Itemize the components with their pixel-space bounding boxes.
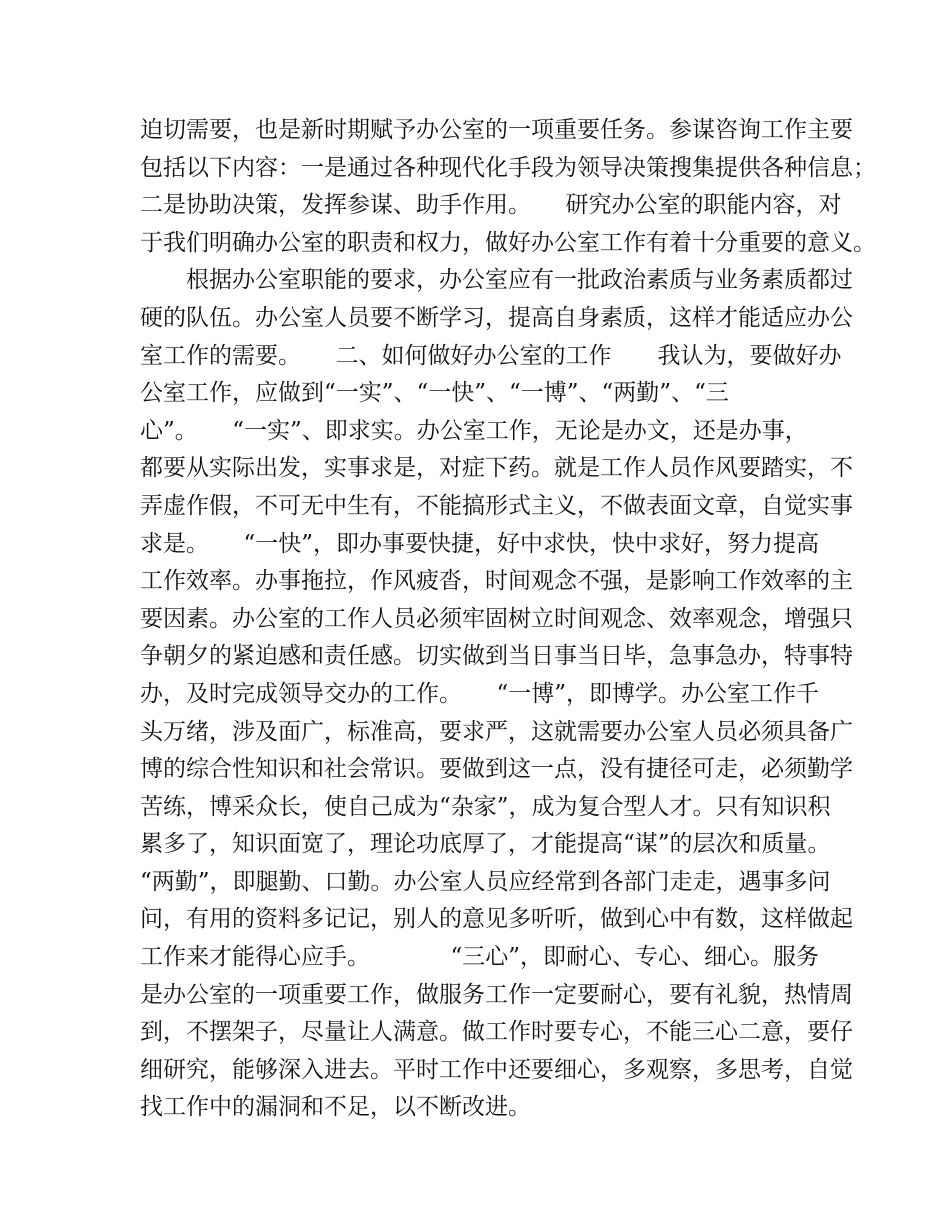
text-line: 博的综合性知识和社会常识。要做到这一点，没有捷径可走，必须勤学 bbox=[140, 756, 853, 783]
text-line: 心”。 “一实”、即求实。办公室工作，无论是办文，还是办事， bbox=[140, 417, 808, 444]
text-line: 弄虚作假，不可无中生有，不能搞形式主义，不做表面文章，自觉实事 bbox=[140, 492, 853, 519]
text-line: 是办公室的一项重要工作，做服务工作一定要耐心，要有礼貌，热情周 bbox=[140, 981, 853, 1008]
text-line: 求是。 “一快”，即办事要快捷，好中求快，快中求好，努力提高 bbox=[140, 530, 820, 557]
text-line: 根据办公室职能的要求，办公室应有一批政治素质与业务素质都过 bbox=[140, 267, 853, 294]
text-line: 工作来才能得心应手。 “三心”，即耐心、专心、细心。服务 bbox=[140, 944, 820, 971]
text-line: 办，及时完成领导交办的工作。 “一博”，即博学。办公室工作千 bbox=[140, 680, 820, 707]
text-line: 迫切需要，也是新时期赋予办公室的一项重要任务。参谋咨询工作主要 bbox=[140, 117, 853, 143]
text-line: 争朝夕的紧迫感和责任感。切实做到当日事当日毕，急事急办，特事特 bbox=[140, 643, 853, 670]
text-line: 要因素。办公室的工作人员必须牢固树立时间观念、效率观念，增强只 bbox=[140, 605, 853, 632]
text-line: 细研究，能够深入进去。平时工作中还要细心，多观察，多思考，自觉 bbox=[140, 1056, 853, 1083]
text-line: 于我们明确办公室的职责和权力，做好办公室工作有着十分重要的意义。 bbox=[140, 229, 876, 256]
text-line: “两勤”，即腿勤、口勤。办公室人员应经常到各部门走走，遇事多问 bbox=[140, 868, 831, 895]
text-line: 室工作的需要。 二、如何做好办公室的工作 我认为，要做好办 bbox=[140, 342, 842, 369]
text-line: 找工作中的漏洞和不足，以不断改进。 bbox=[140, 1094, 531, 1121]
text-line: 累多了，知识面宽了，理论功底厚了，才能提高“谋”的层次和质量。 bbox=[140, 831, 831, 858]
text-line: 包括以下内容：一是通过各种现代化手段为领导决策搜集提供各种信息； bbox=[140, 154, 876, 181]
text-line: 头万绪，涉及面广，标准高，要求严，这就需要办公室人员必须具备广 bbox=[140, 718, 853, 745]
text-line: 公室工作，应做到“一实”、“一快”、“一博”、“两勤”、“三 bbox=[140, 380, 729, 407]
text-line: 苦练，博采众长，使自己成为“杂家”，成为复合型人才。只有知识积 bbox=[140, 793, 831, 820]
text-line: 工作效率。办事拖拉，作风疲沓，时间观念不强，是影响工作效率的主 bbox=[140, 568, 853, 595]
text-line: 二是协助决策，发挥参谋、助手作用。 研究办公室的职能内容，对 bbox=[140, 192, 842, 219]
document-body bbox=[140, 112, 876, 1127]
text-line: 硬的队伍。办公室人员要不断学习，提高自身素质，这样才能适应办公 bbox=[140, 304, 853, 331]
text-line: 到，不摆架子，尽量让人满意。做工作时要专心，不能三心二意，要仔 bbox=[140, 1019, 853, 1046]
text-line: 问，有用的资料多记记，别人的意见多听听，做到心中有数，这样做起 bbox=[140, 906, 853, 933]
text-line: 都要从实际出发，实事求是，对症下药。就是工作人员作风要踏实，不 bbox=[140, 455, 853, 482]
